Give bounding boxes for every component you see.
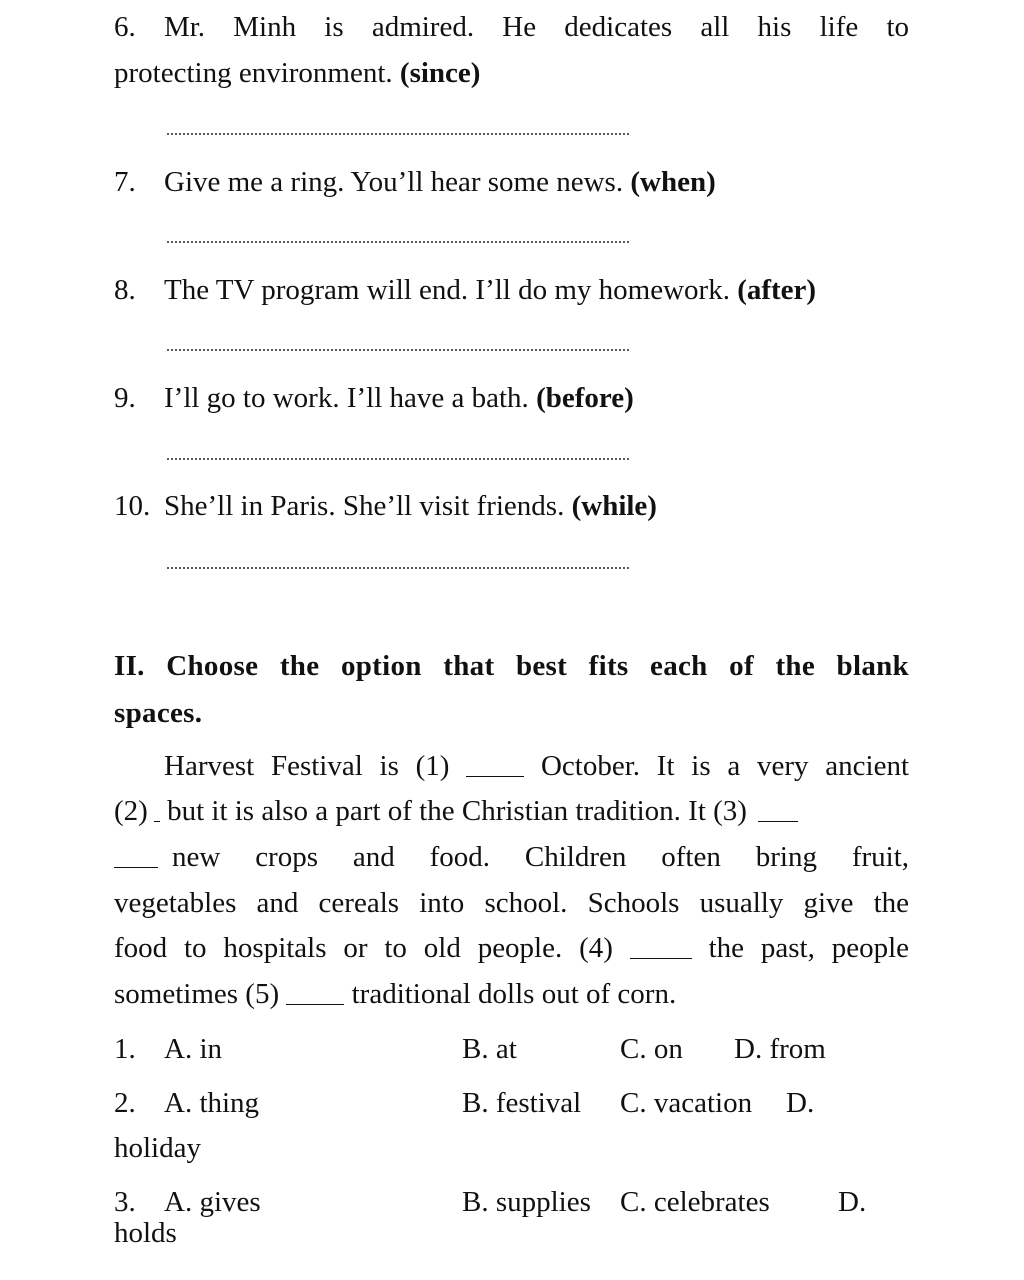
sentence-7 bbox=[164, 166, 716, 199]
option-3-d-continued[interactable]: holds bbox=[114, 1217, 177, 1249]
passage-l1a: Harvest Festival is (1) bbox=[164, 750, 450, 782]
sentence-6-cue: (since) bbox=[399, 57, 481, 89]
sentence-9-number: 9. bbox=[114, 382, 136, 414]
passage-l2b: but it is also a part of the Christian tradition. It (3) bbox=[167, 795, 747, 827]
blank-4[interactable] bbox=[630, 958, 692, 959]
passage-l2a: (2) bbox=[114, 795, 148, 827]
option-2-d[interactable]: D. bbox=[786, 1087, 815, 1119]
option-3-b[interactable]: B. supplies bbox=[462, 1186, 591, 1218]
section-2-heading-line2: spaces. bbox=[114, 697, 203, 729]
passage-line-3 bbox=[114, 841, 909, 874]
option-1-d[interactable]: D. from bbox=[734, 1033, 826, 1065]
option-2-a[interactable]: A. thing bbox=[164, 1087, 260, 1119]
passage-line-4: vegetables and cereals into school. Schools usually give the bbox=[114, 887, 909, 919]
answer-line-9[interactable] bbox=[166, 458, 629, 460]
sentence-9-text: I’ll go to work. I’ll have a bath. bbox=[164, 382, 529, 414]
sentence-8-cue: (after) bbox=[737, 274, 817, 306]
sentence-9-cue: (before) bbox=[536, 382, 634, 414]
option-2-d-continued[interactable]: holiday bbox=[114, 1132, 201, 1164]
answer-line-10[interactable] bbox=[166, 567, 629, 569]
sentence-6-text-line1: Mr. Minh is admired. He dedicates all his life to bbox=[163, 11, 909, 43]
passage-l5b: the past, people bbox=[708, 932, 910, 964]
sentence-6-line1 bbox=[114, 11, 909, 44]
passage-line-1 bbox=[164, 750, 909, 783]
sentence-8-text: The TV program will end. I’ll do my homework. bbox=[164, 274, 730, 306]
sentence-7-cue: (when) bbox=[630, 166, 716, 198]
sentence-7-text: Give me a ring. You’ll hear some news. bbox=[164, 166, 624, 198]
passage-line-5 bbox=[114, 932, 909, 965]
sentence-10-text: She’ll in Paris. She’ll visit friends. bbox=[164, 490, 565, 522]
option-1-b[interactable]: B. at bbox=[462, 1033, 517, 1065]
sentence-6-number: 6. bbox=[114, 11, 136, 43]
option-2-number: 2. bbox=[114, 1087, 136, 1119]
passage-l1b: October. It is a very ancient bbox=[540, 750, 910, 782]
sentence-10-number: 10. bbox=[114, 490, 151, 522]
answer-line-8[interactable] bbox=[166, 349, 629, 351]
sentence-10-cue: (while) bbox=[571, 490, 657, 522]
passage-l6b: traditional dolls out of corn. bbox=[351, 978, 677, 1010]
option-3-d[interactable]: D. bbox=[838, 1186, 867, 1218]
blank-5[interactable] bbox=[286, 1004, 344, 1005]
sentence-8-number: 8. bbox=[114, 274, 136, 306]
blank-3-part2[interactable] bbox=[114, 867, 158, 868]
passage-l5a: food to hospitals or to old people. (4) bbox=[114, 932, 613, 964]
option-3-c[interactable]: C. celebrates bbox=[620, 1186, 770, 1218]
sentence-6-text-line2: protecting environment. bbox=[114, 57, 393, 89]
blank-1[interactable] bbox=[466, 776, 524, 777]
option-1-a[interactable]: A. in bbox=[164, 1033, 222, 1065]
sentence-9 bbox=[164, 382, 634, 415]
option-1-c[interactable]: C. on bbox=[620, 1033, 683, 1065]
sentence-8 bbox=[164, 274, 816, 307]
option-1-number: 1. bbox=[114, 1033, 136, 1065]
section-2-heading-line1: II. Choose the option that best fits each of the blank bbox=[114, 650, 909, 682]
option-3-number: 3. bbox=[114, 1186, 136, 1218]
answer-line-6[interactable] bbox=[166, 133, 629, 135]
option-2-b[interactable]: B. festival bbox=[462, 1087, 582, 1119]
option-2-c[interactable]: C. vacation bbox=[620, 1087, 753, 1119]
blank-2[interactable] bbox=[154, 821, 160, 822]
sentence-10 bbox=[164, 490, 657, 523]
sentence-7-number: 7. bbox=[114, 166, 136, 198]
sentence-6-line2 bbox=[114, 57, 480, 90]
passage-l6a: sometimes (5) bbox=[114, 978, 280, 1010]
option-3-a[interactable]: A. gives bbox=[164, 1186, 261, 1218]
passage-line-6 bbox=[114, 978, 676, 1011]
passage-line-2 bbox=[114, 795, 798, 828]
blank-3-part1[interactable] bbox=[758, 821, 798, 822]
passage-l3: new crops and food. Children often bring fruit, bbox=[172, 841, 909, 873]
answer-line-7[interactable] bbox=[166, 241, 629, 243]
